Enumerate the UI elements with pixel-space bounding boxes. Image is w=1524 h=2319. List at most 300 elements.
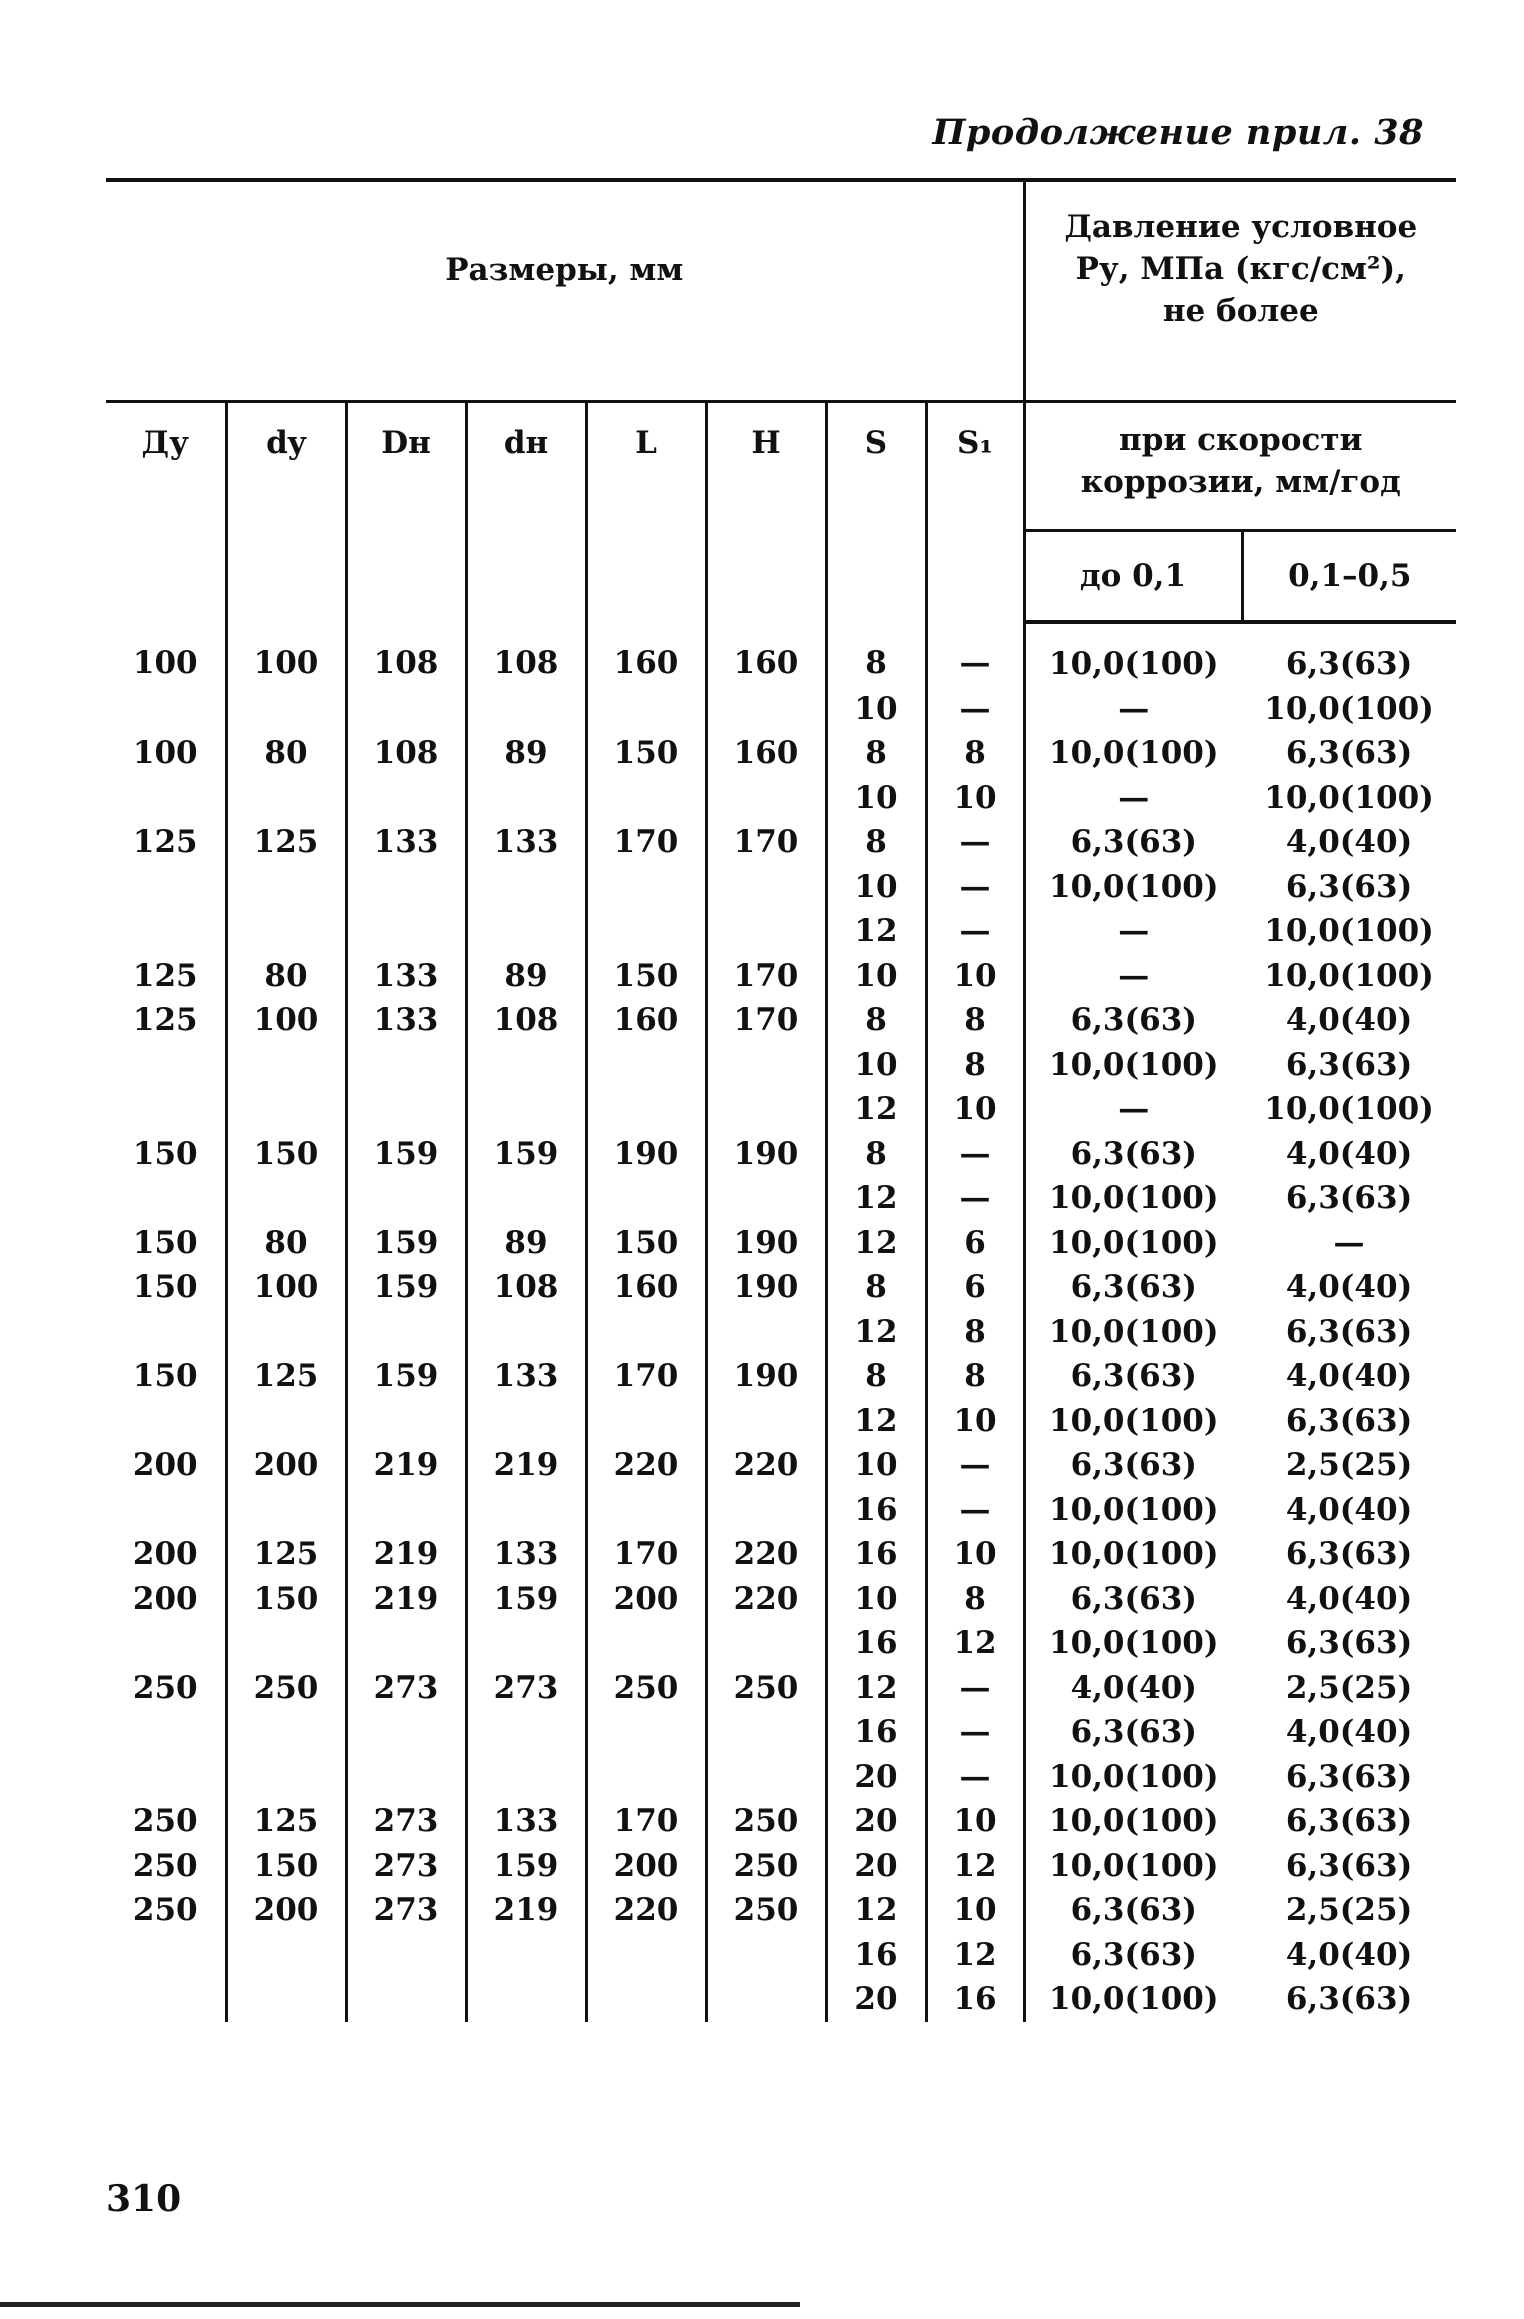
table-cell	[466, 1043, 586, 1088]
table-cell: 125	[106, 954, 226, 999]
table-cell: 190	[706, 1354, 826, 1399]
table-cell: 250	[706, 1844, 826, 1889]
group-header-pressure	[1024, 180, 1456, 402]
table-cell: 10	[926, 776, 1024, 821]
table-cell: 10,0(100)	[1049, 1536, 1219, 1573]
table-row	[106, 1043, 1456, 1088]
table-cell: 133	[466, 1354, 586, 1399]
table-cell: 2,5(25)	[1285, 1669, 1413, 1706]
col-header-L: L	[586, 402, 706, 623]
table-cell: 4,0(40)	[1285, 1269, 1413, 1306]
table-cell: 10	[826, 687, 926, 732]
table-row	[106, 1666, 1456, 1711]
table-cell: 219	[466, 1888, 586, 1933]
table-cell	[106, 1087, 226, 1132]
table-cell	[346, 776, 466, 821]
table-cell: 250	[106, 1799, 226, 1844]
table-cell: —	[926, 820, 1024, 865]
table-cell: 160	[586, 622, 706, 687]
table-row	[106, 1755, 1456, 1800]
table-cell	[346, 1710, 466, 1755]
table-cell: 10	[926, 1399, 1024, 1444]
table-row	[106, 1221, 1456, 1266]
table-cell: 108	[466, 622, 586, 687]
table-cell: 6,3(63)	[1070, 824, 1197, 861]
table-cell	[706, 1310, 826, 1355]
table-cell: 10,0(100)	[1049, 1847, 1219, 1884]
table-cell: 12	[826, 1310, 926, 1355]
table-cell: 125	[106, 998, 226, 1043]
table-cell: 20	[826, 1977, 926, 2022]
table-cell	[346, 1310, 466, 1355]
pressure-header-line-1: Давление условное	[1064, 209, 1418, 245]
table-cell: 6,3(63)	[1070, 1580, 1197, 1617]
table-cell	[586, 865, 706, 910]
table-cell: 6,3(63)	[1285, 1803, 1413, 1840]
table-cell: 200	[226, 1888, 346, 1933]
table-cell: 200	[106, 1443, 226, 1488]
table-cell	[466, 1399, 586, 1444]
table-cell	[346, 687, 466, 732]
col-header-dy: dy	[226, 402, 346, 623]
table-cell: 160	[586, 998, 706, 1043]
table-row	[106, 998, 1456, 1043]
table-cell: 4,0(40)	[1285, 1358, 1413, 1395]
table-cell: 10	[926, 1799, 1024, 1844]
table-cell	[106, 687, 226, 732]
table-cell: 170	[706, 954, 826, 999]
col-header-H: H	[706, 402, 826, 623]
table-cell: 6,3(63)	[1285, 1402, 1413, 1439]
table-cell: —	[926, 1132, 1024, 1177]
table-cell	[706, 865, 826, 910]
table-cell: 6,3(63)	[1070, 1892, 1197, 1929]
table-cell	[586, 1399, 706, 1444]
table-cell: 4,0(40)	[1285, 1580, 1413, 1617]
table-cell	[466, 1933, 586, 1978]
speed-header	[1024, 402, 1456, 531]
table-cell	[106, 1933, 226, 1978]
table-cell: 150	[106, 1221, 226, 1266]
table-cell: 220	[706, 1532, 826, 1577]
table-cell	[346, 865, 466, 910]
table-cell: 16	[826, 1488, 926, 1533]
table-row	[106, 1265, 1456, 1310]
table-cell: 220	[706, 1443, 826, 1488]
table-cell	[586, 1488, 706, 1533]
table-cell: —	[1118, 957, 1150, 994]
table-row	[106, 1399, 1456, 1444]
table-cell	[466, 1755, 586, 1800]
table-cell: 250	[586, 1666, 706, 1711]
table-cell	[106, 1755, 226, 1800]
table-cell: 125	[226, 1354, 346, 1399]
table-cell: 6,3(63)	[1070, 1002, 1197, 1039]
table-cell: 10,0(100)	[1049, 1224, 1219, 1261]
table-cell	[346, 1176, 466, 1221]
table-cell: 6,3(63)	[1285, 646, 1413, 683]
table-cell: 20	[826, 1844, 926, 1889]
table-cell: 8	[826, 1132, 926, 1177]
col-header-S1: S₁	[926, 402, 1024, 623]
table-cell	[466, 1710, 586, 1755]
table-cell: 12	[926, 1621, 1024, 1666]
table-cell	[106, 909, 226, 954]
table-cell: 200	[226, 1443, 346, 1488]
table-cell: 220	[586, 1443, 706, 1488]
sub-header-low: до 0,1	[1024, 531, 1242, 623]
table-cell: 89	[466, 954, 586, 999]
table-cell	[706, 909, 826, 954]
pressure-header-line-2: Ру, МПа (кгс/см²),	[1075, 251, 1406, 287]
table-cell: 133	[346, 820, 466, 865]
table-cell: 125	[226, 820, 346, 865]
table-cell	[706, 687, 826, 732]
table-cell: 12	[926, 1933, 1024, 1978]
table-cell: 6,3(63)	[1285, 868, 1413, 905]
table-cell: 6,3(63)	[1285, 735, 1413, 772]
table-cell	[586, 1176, 706, 1221]
table-cell	[586, 1977, 706, 2022]
table-cell: 125	[226, 1799, 346, 1844]
table-row	[106, 1532, 1456, 1577]
table-cell: 200	[586, 1577, 706, 1622]
table-cell: 6,3(63)	[1285, 1847, 1413, 1884]
table-cell	[466, 687, 586, 732]
table-cell: 273	[466, 1666, 586, 1711]
table-row	[106, 776, 1456, 821]
table-cell: 159	[346, 1221, 466, 1266]
table-cell: 150	[226, 1577, 346, 1622]
table-cell: 160	[706, 622, 826, 687]
table-cell	[226, 687, 346, 732]
table-cell: 273	[346, 1799, 466, 1844]
table-cell: 8	[926, 731, 1024, 776]
table-cell: 250	[706, 1888, 826, 1933]
table-cell: 133	[466, 1799, 586, 1844]
table-cell: 10	[826, 1043, 926, 1088]
table-cell: 6,3(63)	[1070, 1447, 1197, 1484]
table-cell: —	[926, 622, 1024, 687]
table-cell	[706, 1043, 826, 1088]
table-cell: —	[1118, 1091, 1150, 1128]
table-row	[106, 1621, 1456, 1666]
table-cell: 219	[346, 1577, 466, 1622]
table-cell	[706, 1087, 826, 1132]
table-cell: 6,3(63)	[1070, 1269, 1197, 1306]
table-cell: 170	[586, 1354, 706, 1399]
continuation-header: Продолжение прил. 38	[932, 112, 1424, 153]
table-cell: —	[1118, 913, 1150, 950]
table-cell: 170	[706, 998, 826, 1043]
table-row	[106, 865, 1456, 910]
table-cell: 10,0(100)	[1049, 1625, 1219, 1662]
table-cell: 133	[346, 998, 466, 1043]
table-cell: 108	[346, 731, 466, 776]
table-cell	[106, 1310, 226, 1355]
table-cell: 8	[826, 731, 926, 776]
table-cell: 219	[466, 1443, 586, 1488]
table-cell: 10,0(100)	[1049, 1180, 1219, 1217]
table-cell: 150	[226, 1844, 346, 1889]
table-cell: 8	[826, 820, 926, 865]
table-cell: 220	[706, 1577, 826, 1622]
table-cell	[586, 1310, 706, 1355]
table-cell: —	[926, 1755, 1024, 1800]
table-cell: 190	[706, 1132, 826, 1177]
table-cell: 10	[826, 1443, 926, 1488]
table-row	[106, 1888, 1456, 1933]
table-cell	[106, 865, 226, 910]
table-cell: 8	[826, 1354, 926, 1399]
table-cell: 100	[106, 622, 226, 687]
table-cell: 108	[466, 998, 586, 1043]
table-cell: 150	[106, 1132, 226, 1177]
table-cell	[106, 1399, 226, 1444]
table-cell: 200	[106, 1532, 226, 1577]
table-cell: —	[926, 1488, 1024, 1533]
table-cell: 4,0(40)	[1285, 1002, 1413, 1039]
table-cell: 219	[346, 1443, 466, 1488]
table-cell	[706, 1710, 826, 1755]
table-cell: 10,0(100)	[1264, 1091, 1434, 1128]
table-cell: 6,3(63)	[1285, 1625, 1413, 1662]
table-cell	[466, 865, 586, 910]
table-row	[106, 1844, 1456, 1889]
table-cell	[586, 1043, 706, 1088]
table-row	[106, 820, 1456, 865]
table-cell	[466, 909, 586, 954]
table-row	[106, 1310, 1456, 1355]
table-cell: 100	[226, 622, 346, 687]
dimensions-table	[106, 180, 1456, 2022]
table-cell: —	[926, 1710, 1024, 1755]
table-cell: 80	[226, 954, 346, 999]
table-cell	[586, 1755, 706, 1800]
table-cell: 2,5(25)	[1285, 1447, 1413, 1484]
pressure-header-line-3: не более	[1162, 293, 1319, 329]
table-cell	[106, 1043, 226, 1088]
table-cell: 8	[926, 1043, 1024, 1088]
table-cell: —	[926, 1666, 1024, 1711]
table-cell	[706, 1755, 826, 1800]
table-cell	[586, 687, 706, 732]
group-header-sizes: Размеры, мм	[106, 180, 1024, 402]
table-row	[106, 731, 1456, 776]
table-cell: 160	[586, 1265, 706, 1310]
table-cell: 100	[106, 731, 226, 776]
table-cell: 6,3(63)	[1285, 1180, 1413, 1217]
table-cell: —	[926, 1176, 1024, 1221]
table-cell: 10,0(100)	[1049, 1402, 1219, 1439]
table-cell	[586, 909, 706, 954]
table-cell	[706, 1933, 826, 1978]
table-cell	[466, 1621, 586, 1666]
table-cell: 12	[826, 1221, 926, 1266]
table-cell	[706, 1488, 826, 1533]
table-cell	[226, 1710, 346, 1755]
table-cell	[586, 1087, 706, 1132]
speed-header-line-1: при скорости	[1119, 422, 1363, 458]
table-cell	[706, 1399, 826, 1444]
table-cell: 10,0(100)	[1049, 646, 1219, 683]
table-cell: 250	[106, 1666, 226, 1711]
table-cell: 150	[226, 1132, 346, 1177]
table-cell	[706, 1621, 826, 1666]
table-cell: 89	[466, 731, 586, 776]
table-cell: 250	[226, 1666, 346, 1711]
table-cell	[226, 1087, 346, 1132]
table-cell: 170	[586, 1532, 706, 1577]
table-row	[106, 1087, 1456, 1132]
table-cell: 16	[826, 1933, 926, 1978]
table-cell: 10,0(100)	[1049, 1803, 1219, 1840]
table-cell: 6	[926, 1221, 1024, 1266]
table-cell	[586, 1710, 706, 1755]
table-cell	[226, 1621, 346, 1666]
table-cell	[226, 1755, 346, 1800]
table-cell: 250	[706, 1799, 826, 1844]
table-row	[106, 1933, 1456, 1978]
table-cell: 80	[226, 1221, 346, 1266]
table-cell: 4,0(40)	[1285, 1714, 1413, 1751]
table-cell: 159	[346, 1132, 466, 1177]
table-cell	[346, 1755, 466, 1800]
table-cell: 273	[346, 1666, 466, 1711]
table-cell: 20	[826, 1755, 926, 1800]
table-cell: 10,0(100)	[1264, 913, 1434, 950]
table-cell	[226, 1977, 346, 2022]
table-cell: 10,0(100)	[1049, 1981, 1219, 2018]
table-cell: 100	[226, 998, 346, 1043]
table-cell: 159	[346, 1354, 466, 1399]
table-row	[106, 909, 1456, 954]
table-cell: —	[926, 1443, 1024, 1488]
table-cell: 12	[826, 1666, 926, 1711]
table-cell: 10,0(100)	[1049, 1046, 1219, 1083]
table-cell	[226, 909, 346, 954]
table-cell: 20	[826, 1799, 926, 1844]
table-cell: 16	[826, 1621, 926, 1666]
table-cell: 10	[926, 954, 1024, 999]
table-cell: —	[926, 865, 1024, 910]
table-row	[106, 1710, 1456, 1755]
table-cell: 12	[826, 1888, 926, 1933]
table-row	[106, 1977, 1456, 2022]
table-cell: 6,3(63)	[1070, 1358, 1197, 1395]
table-cell	[226, 1176, 346, 1221]
table-cell: 108	[466, 1265, 586, 1310]
table-cell: 250	[706, 1666, 826, 1711]
table-cell: 10,0(100)	[1049, 1491, 1219, 1528]
table-cell: 10,0(100)	[1264, 957, 1434, 994]
table-cell: 6,3(63)	[1285, 1758, 1413, 1795]
table-cell	[346, 1977, 466, 2022]
table-cell: 159	[466, 1844, 586, 1889]
table-cell: 159	[346, 1265, 466, 1310]
table-cell: 4,0(40)	[1070, 1669, 1197, 1706]
table-cell: 10,0(100)	[1049, 1313, 1219, 1350]
table-row	[106, 687, 1456, 732]
table-cell: 8	[926, 1354, 1024, 1399]
table-cell: 12	[826, 909, 926, 954]
table-cell	[346, 1399, 466, 1444]
col-header-S: S	[826, 402, 926, 623]
table-cell: —	[1118, 779, 1150, 816]
table-cell: 8	[826, 1265, 926, 1310]
table-cell	[586, 776, 706, 821]
table-cell: 10,0(100)	[1264, 690, 1434, 727]
table-cell	[706, 1977, 826, 2022]
table-cell: 12	[826, 1399, 926, 1444]
table-cell	[346, 909, 466, 954]
table-cell	[346, 1933, 466, 1978]
table-row	[106, 622, 1456, 687]
table-cell	[466, 1488, 586, 1533]
table-cell: 10	[826, 954, 926, 999]
table-cell	[226, 865, 346, 910]
table-cell: 100	[226, 1265, 346, 1310]
table-cell: —	[1118, 690, 1150, 727]
table-cell: 10	[926, 1888, 1024, 1933]
table-cell: 12	[826, 1087, 926, 1132]
table-cell: 6,3(63)	[1070, 1936, 1197, 1973]
table-cell	[466, 1310, 586, 1355]
table-cell: 150	[586, 954, 706, 999]
table-cell: 200	[106, 1577, 226, 1622]
table-cell: 4,0(40)	[1285, 1135, 1413, 1172]
table-cell: 6,3(63)	[1285, 1536, 1413, 1573]
table-cell	[226, 1488, 346, 1533]
table-cell: 273	[346, 1888, 466, 1933]
sub-header-high: 0,1–0,5	[1242, 531, 1456, 623]
table-row	[106, 1354, 1456, 1399]
table-cell: 159	[466, 1577, 586, 1622]
table-cell: 10,0(100)	[1049, 735, 1219, 772]
table-cell	[226, 1043, 346, 1088]
table-cell	[346, 1488, 466, 1533]
table-cell: 150	[106, 1354, 226, 1399]
table-cell	[226, 776, 346, 821]
table-cell: 12	[826, 1176, 926, 1221]
table-cell: 250	[106, 1888, 226, 1933]
table-cell: 273	[346, 1844, 466, 1889]
table-cell	[106, 1977, 226, 2022]
table-cell: 12	[926, 1844, 1024, 1889]
table-cell: 4,0(40)	[1285, 1936, 1413, 1973]
table-cell: 220	[586, 1888, 706, 1933]
table-cell: 10	[826, 1577, 926, 1622]
table-cell: 125	[226, 1532, 346, 1577]
table-cell: 170	[586, 1799, 706, 1844]
table-cell	[706, 1176, 826, 1221]
table-cell	[466, 776, 586, 821]
table-cell: 190	[706, 1221, 826, 1266]
table-row	[106, 1488, 1456, 1533]
table-row	[106, 1443, 1456, 1488]
table-cell	[106, 1710, 226, 1755]
table-body	[106, 622, 1456, 2022]
table-cell: 6,3(63)	[1285, 1046, 1413, 1083]
table-cell: 6,3(63)	[1285, 1313, 1413, 1350]
table-cell	[106, 1176, 226, 1221]
table-row	[106, 1577, 1456, 1622]
table-cell: 16	[826, 1710, 926, 1755]
bottom-rule	[0, 2302, 800, 2307]
table-cell: 10	[926, 1087, 1024, 1132]
table-cell: 6,3(63)	[1070, 1714, 1197, 1751]
table-row	[106, 1132, 1456, 1177]
